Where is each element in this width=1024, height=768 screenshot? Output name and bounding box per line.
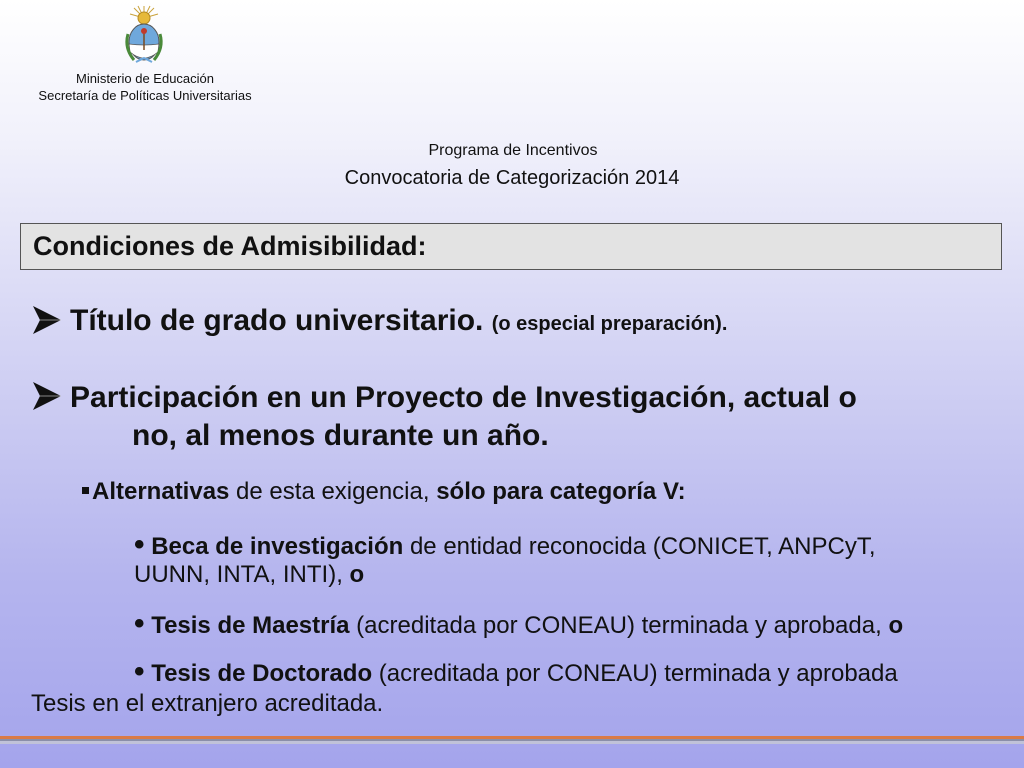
- section-title-box: [20, 223, 1002, 270]
- item-title: Tesis de Maestría: [151, 612, 350, 639]
- item-end: o: [349, 561, 365, 588]
- item-cont-text: UUNN, INTA, INTI),: [134, 561, 350, 588]
- item-text: (acreditada por CONEAU) terminada y aprobada: [372, 660, 898, 687]
- ministry-name: Ministerio de Educación: [75, 71, 215, 86]
- dot-bullet-icon: •: [134, 528, 145, 561]
- program-heading: [0, 141, 1024, 191]
- item-end: o: [888, 612, 904, 639]
- research-text-line1: Participación en un Proyecto de Investigación, actual o: [70, 381, 857, 414]
- item-text: de entidad reconocida (CONICET, ANPCyT,: [403, 533, 876, 560]
- program-name: Programa de Incentivos: [428, 142, 598, 159]
- foreign-thesis-line: Tesis en el extranjero acreditada.: [31, 690, 384, 717]
- dot-bullet-icon: •: [134, 607, 145, 640]
- alternatives-text: de esta exigencia,: [229, 478, 437, 505]
- arrow-bullet-icon: [30, 379, 70, 413]
- item-title: Tesis de Doctorado: [151, 660, 373, 687]
- arrow-bullet-icon: [30, 303, 70, 337]
- alternatives-bold: Alternativas: [92, 478, 230, 505]
- ministry-heading: [0, 70, 290, 104]
- footer-divider: [0, 736, 1024, 744]
- alternatives-heading: [82, 477, 686, 507]
- list-item: [134, 655, 1014, 688]
- degree-bullet: [30, 303, 727, 342]
- item-text: (acreditada por CONEAU) terminada y aprobada,: [349, 612, 889, 639]
- section-title: Condiciones de Admisibilidad:: [33, 231, 427, 261]
- list-item: [134, 607, 1014, 640]
- dot-bullet-icon: •: [134, 655, 145, 688]
- degree-text: Título de grado universitario.: [70, 304, 484, 337]
- degree-note: (o especial preparación).: [491, 313, 728, 335]
- item-title: Beca de investigación: [151, 533, 404, 560]
- square-bullet-icon: [82, 487, 89, 494]
- national-emblem-icon: [120, 4, 168, 68]
- list-item: [134, 528, 1014, 589]
- research-bullet: [30, 379, 990, 455]
- research-text-line2: no, al menos durante un año.: [132, 419, 549, 452]
- item-text-cont: [134, 561, 1014, 589]
- alternatives-category: sólo para categoría V:: [436, 478, 686, 505]
- call-title: Convocatoria de Categorización 2014: [344, 167, 680, 189]
- secretariat-name: Secretaría de Políticas Universitarias: [38, 88, 252, 103]
